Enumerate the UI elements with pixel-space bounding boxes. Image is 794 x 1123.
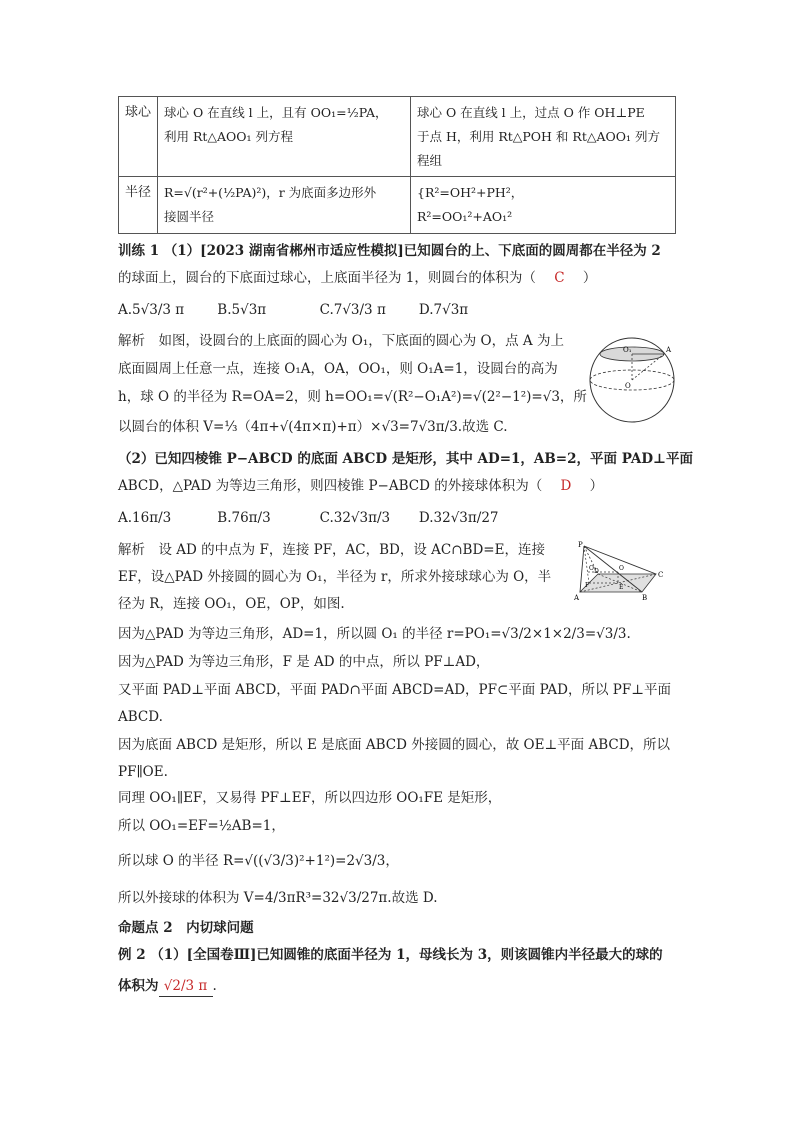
solution-line: 所以外接球的体积为 V=4/3πR³=32√3/27π.故选 D. [118, 890, 438, 906]
option-d: D.7√3π [418, 302, 469, 318]
row-head-center: 球心 [119, 97, 158, 177]
solution-line: EF，设△PAD 外接圆的圆心为 O₁，半径为 r，所求外接球球心为 O，半 [118, 569, 552, 585]
question-text: ABCD，△PAD 为等边三角形，则四棱锥 P−ABCD 的外接球体积为（ [118, 478, 543, 494]
solution-line: PF∥OE. [118, 764, 168, 780]
solution-line: 解析 如图，设圆台的上底面的圆心为 O₁，下底面的圆心为 O，点 A 为上 [118, 333, 564, 349]
label-f: F [585, 582, 590, 589]
example2-line1: 例 2 （1）[全国卷Ⅲ]已知圆锥的底面半径为 1，母线长为 3，则该圆锥内半径最大的球的 [118, 947, 663, 963]
table-row [119, 97, 676, 177]
cell-line: R=√(r²+(½PA)²)，r 为底面多边形外 [164, 185, 377, 201]
option-c: C.32√3π/3 [319, 510, 391, 526]
question-text: 的球面上，圆台的下底面过球心，上底面半径为 1，则圆台的体积为（ [118, 270, 536, 286]
answer-blank: √2/3 π [159, 976, 213, 997]
label-p: P [578, 541, 583, 549]
label-b: B [642, 594, 648, 602]
label-o1: O₁ [589, 565, 597, 572]
row1-col2 [411, 97, 676, 177]
label-c: C [658, 571, 664, 579]
row1-col1 [158, 97, 411, 177]
label-e: E [619, 584, 624, 591]
cell-line: 球心 O 在直线 l 上，且有 OO₁=½PA， [164, 105, 388, 120]
cell-line: 于点 H，利用 Rt△POH 和 Rt△AOO₁ 列方 [417, 128, 660, 144]
training1-q1-line2 [118, 268, 596, 288]
solution-line: ABCD. [118, 709, 163, 725]
label-a: A [574, 594, 580, 602]
label-o: O [619, 565, 624, 572]
label-a: A [666, 346, 672, 354]
solution-line: h，球 O 的半径为 R=OA=2，则 h=OO₁=√(R²−O₁A²)=√(2²−1²)=√3，所 [118, 389, 587, 405]
pyramid-figure [572, 540, 672, 602]
solution-line: 所以 OO₁=EF=½AB=1， [118, 818, 285, 834]
cell-line: 程组 [417, 152, 443, 168]
cell-line: {R²=OH²+PH²， [417, 185, 524, 201]
option-a: A.5√3/3 π [118, 302, 185, 318]
answer-choice: C [554, 270, 565, 286]
solution-line: 又平面 PAD⊥平面 ABCD，平面 PAD∩平面 ABCD=AD，PF⊂平面 PAD，所以 PF⊥平面 [118, 682, 671, 698]
training1-q1-options [118, 300, 468, 320]
topic-heading: 命题点 2 内切球问题 [118, 920, 254, 936]
solution-line: 径为 R，连接 OO₁，OE，OP，如图. [118, 596, 345, 612]
cell-line: 接圆半径 [164, 209, 215, 224]
row2-col1 [158, 177, 411, 234]
question-text: 体积为 [118, 978, 159, 994]
sphere-frustum-figure [588, 330, 680, 426]
solution-line: 解析 设 AD 的中点为 F，连接 PF，AC，BD，设 AC∩BD=E，连接 [118, 542, 545, 558]
solution-line: 底面圆周上任意一点，连接 O₁A，OA，OO₁，则 O₁A=1，设圆台的高为 [118, 361, 558, 377]
option-a: A.16π/3 [118, 510, 172, 526]
table-row [119, 177, 676, 234]
solution-line: 同理 OO₁∥EF，又易得 PF⊥EF，所以四边形 OO₁FE 是矩形， [118, 790, 502, 806]
row-head-radius: 半径 [119, 177, 158, 234]
option-b: B.76π/3 [217, 510, 271, 526]
solution-line: 因为底面 ABCD 是矩形，所以 E 是底面 ABCD 外接圆的圆心，故 OE⊥平面 ABCD，所以 [118, 737, 671, 753]
solution-line: 以圆台的体积 V=⅓（4π+√(4π×π)+π）×√3=7√3π/3.故选 C. [118, 419, 508, 435]
example2-line2 [118, 976, 217, 997]
option-c: C.7√3/3 π [319, 302, 386, 318]
row2-col2 [411, 177, 676, 234]
label-o: O [625, 382, 631, 390]
option-d: D.32√3π/27 [418, 510, 499, 526]
solution-line: 因为△PAD 为等边三角形，AD=1，所以圆 O₁ 的半径 r=PO₁=√3/2×1×2/3=√3/3. [118, 626, 631, 642]
question-text: ） [582, 270, 597, 286]
training1-q2-line1: （2）已知四棱锥 P−ABCD 的底面 ABCD 是矩形，其中 AD=1，AB=2，平面 PAD⊥平面 [118, 451, 694, 467]
option-b: B.5√3π [217, 302, 267, 318]
question-text: ） [589, 478, 604, 494]
label-d: D [594, 568, 599, 575]
question-text: . [212, 978, 217, 994]
cell-line: 利用 Rt△AOO₁ 列方程 [164, 128, 294, 144]
cell-line: R²=OO₁²+AO₁² [417, 209, 513, 224]
cell-line: 球心 O 在直线 l 上，过点 O 作 OH⊥PE [417, 105, 645, 120]
training1-q2-options [118, 508, 499, 528]
answer-choice: D [560, 478, 572, 494]
training1-q2-line2 [118, 476, 603, 496]
method-table [118, 96, 676, 234]
training1-q1-line1: 训练 1 （1）[2023 湖南省郴州市适应性模拟]已知圆台的上、下底面的圆周都在半径为 2 [118, 243, 661, 259]
label-o1: O₁ [623, 346, 632, 354]
solution-line: 所以球 O 的半径 R=√((√3/3)²+1²)=2√3/3， [118, 853, 399, 869]
solution-line: 因为△PAD 为等边三角形，F 是 AD 的中点，所以 PF⊥AD， [118, 654, 490, 670]
